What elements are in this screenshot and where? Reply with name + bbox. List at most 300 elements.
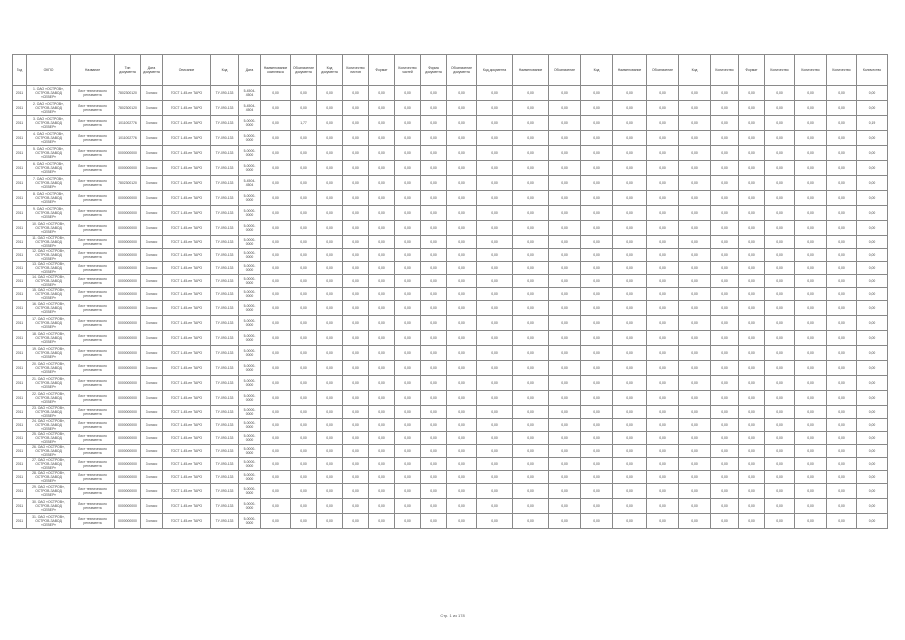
- table-cell: 0,00: [795, 101, 827, 116]
- table-cell: 0,00: [513, 445, 549, 458]
- table-cell: 0,00: [317, 262, 343, 275]
- table-cell: 0,00: [421, 249, 447, 262]
- table-cell: ГОСТ 1-45-нн ТАРО: [163, 331, 211, 346]
- table-cell: 0,00: [765, 288, 795, 301]
- table-cell: 0,00: [581, 316, 613, 331]
- table-cell: 0,00: [857, 514, 888, 529]
- table-cell: 0,00: [613, 458, 647, 471]
- table-cell: 0,00: [795, 484, 827, 499]
- table-cell: 0,00: [369, 116, 395, 131]
- table-row: [13, 176, 888, 191]
- table-cell: 0,00: [447, 376, 477, 391]
- table-cell: 0,00: [447, 221, 477, 236]
- table-cell: 0,00: [513, 406, 549, 419]
- table-cell: 0,00: [739, 206, 765, 221]
- table-cell: 0,00: [857, 346, 888, 361]
- table-cell: 0,00: [647, 131, 679, 146]
- table-row: [13, 221, 888, 236]
- table-cell: 3 класс: [141, 471, 163, 484]
- table-cell: 24. ОАО «ОСТРОВ», ОСТРОВ-ЗАВОД «СЕВЕР»: [27, 419, 71, 432]
- table-cell: 0,00: [513, 331, 549, 346]
- table-cell: 0,00: [827, 484, 857, 499]
- table-cell: 0,00: [711, 176, 739, 191]
- table-cell: 0,00: [711, 406, 739, 419]
- table-cell: 0,00: [739, 86, 765, 101]
- table-cell: 0,00: [291, 301, 317, 316]
- table-cell: 0,00: [477, 484, 513, 499]
- table-cell: 0,00: [549, 361, 581, 376]
- table-cell: 0,00: [765, 161, 795, 176]
- table-cell: 0,00: [739, 514, 765, 529]
- table-cell: 0,00: [395, 301, 421, 316]
- table-cell: 0,00: [477, 458, 513, 471]
- table-cell: 0,00: [711, 249, 739, 262]
- table-cell: 0,00: [827, 432, 857, 445]
- table-cell: 0,00: [549, 275, 581, 288]
- table-cell: 0000000000: [115, 361, 141, 376]
- table-cell: 0,00: [395, 445, 421, 458]
- table-cell: 0,00: [827, 249, 857, 262]
- table-row: [13, 275, 888, 288]
- table-cell: 0,00: [711, 86, 739, 101]
- table-cell: 0,00: [513, 432, 549, 445]
- table-cell: 0,00: [317, 499, 343, 514]
- table-cell: 2011: [13, 206, 27, 221]
- table-cell: 0,00: [647, 458, 679, 471]
- table-cell: Лист технического регламента: [71, 262, 115, 275]
- table-cell: 0,00: [857, 419, 888, 432]
- table-cell: 0,00: [447, 131, 477, 146]
- table-cell: Лист технического регламента: [71, 206, 115, 221]
- table-cell: 0000000000: [115, 458, 141, 471]
- table-cell: 0,00: [827, 514, 857, 529]
- table-cell: 0,00: [317, 432, 343, 445]
- table-cell: 0,00: [421, 221, 447, 236]
- table-cell: 5-0000-0000: [239, 484, 261, 499]
- table-cell: 0,00: [647, 206, 679, 221]
- table-cell: 3 класс: [141, 221, 163, 236]
- table-cell: 0,00: [647, 316, 679, 331]
- table-cell: 2011: [13, 458, 27, 471]
- table-cell: Лист технического регламента: [71, 406, 115, 419]
- table-cell: 0,00: [477, 288, 513, 301]
- table-cell: 0,00: [261, 458, 291, 471]
- table-cell: 0,00: [857, 131, 888, 146]
- table-cell: 3 класс: [141, 316, 163, 331]
- table-cell: 0,00: [395, 262, 421, 275]
- table-cell: 0,00: [613, 221, 647, 236]
- column-header: Обозначение: [549, 55, 581, 86]
- column-header: Название: [71, 55, 115, 86]
- table-cell: 0,00: [477, 221, 513, 236]
- column-header: Наименование: [513, 55, 549, 86]
- table-cell: 0000000000: [115, 445, 141, 458]
- table-cell: 0,00: [447, 301, 477, 316]
- table-cell: 0,00: [395, 361, 421, 376]
- table-cell: 0,00: [549, 161, 581, 176]
- table-cell: 0,00: [795, 346, 827, 361]
- table-cell: 0,00: [343, 406, 369, 419]
- table-cell: ГОСТ 1-45-нн ТАРО: [163, 346, 211, 361]
- table-cell: 0,00: [343, 376, 369, 391]
- table-cell: 0,00: [581, 514, 613, 529]
- table-cell: 0,00: [291, 101, 317, 116]
- table-cell: 0,00: [795, 471, 827, 484]
- table-cell: 5-0000-0000: [239, 361, 261, 376]
- table-cell: 0,00: [421, 471, 447, 484]
- table-cell: 0,00: [679, 376, 711, 391]
- table-cell: Лист технического регламента: [71, 346, 115, 361]
- table-cell: 0,00: [343, 161, 369, 176]
- table-cell: 0,00: [679, 514, 711, 529]
- table-cell: 0,00: [613, 346, 647, 361]
- table-cell: 0,00: [827, 116, 857, 131]
- table-cell: 0,00: [739, 116, 765, 131]
- table-cell: 0,00: [711, 376, 739, 391]
- table-cell: 0,00: [291, 419, 317, 432]
- table-cell: 0000000000: [115, 249, 141, 262]
- table-cell: 0,00: [679, 116, 711, 131]
- table-cell: 0,00: [795, 361, 827, 376]
- table-cell: 0,00: [369, 361, 395, 376]
- table-cell: 0,00: [291, 331, 317, 346]
- table-cell: 0,00: [513, 116, 549, 131]
- table-cell: 0,00: [711, 161, 739, 176]
- table-cell: ГОСТ 1-45-нн ТАРО: [163, 316, 211, 331]
- table-cell: 5-4504-4504: [239, 176, 261, 191]
- table-cell: 0,00: [261, 301, 291, 316]
- table-cell: 0,00: [857, 236, 888, 249]
- table-cell: 2011: [13, 331, 27, 346]
- table-cell: 0,00: [369, 458, 395, 471]
- table-cell: 0,00: [447, 86, 477, 101]
- table-cell: 0000000000: [115, 471, 141, 484]
- table-cell: 0,00: [291, 288, 317, 301]
- table-cell: 0,00: [447, 514, 477, 529]
- table-cell: 0,00: [827, 146, 857, 161]
- table-cell: 5-0000-0000: [239, 458, 261, 471]
- table-cell: 0,00: [447, 249, 477, 262]
- table-cell: 0,00: [261, 419, 291, 432]
- table-row: [13, 484, 888, 499]
- table-cell: 0,00: [369, 419, 395, 432]
- table-cell: ТУ-090-133: [211, 445, 239, 458]
- table-cell: 0,00: [343, 236, 369, 249]
- table-cell: 0,00: [581, 419, 613, 432]
- table-cell: 5-0000-0000: [239, 301, 261, 316]
- table-cell: 2011: [13, 116, 27, 131]
- table-cell: 0,00: [795, 316, 827, 331]
- table-cell: 0,00: [477, 514, 513, 529]
- table-cell: 2. ОАО «ОСТРОВ», ОСТРОВ-ЗАВОД «СЕВЕР»: [27, 101, 71, 116]
- table-cell: 7802300120: [115, 176, 141, 191]
- table-cell: 2011: [13, 316, 27, 331]
- table-cell: 0000000000: [115, 206, 141, 221]
- table-cell: 0,00: [447, 101, 477, 116]
- table-cell: 0,00: [317, 471, 343, 484]
- table-cell: 0,00: [549, 131, 581, 146]
- table-cell: 5-0000-0000: [239, 146, 261, 161]
- table-row: [13, 262, 888, 275]
- table-cell: 0,00: [477, 146, 513, 161]
- table-cell: Лист технического регламента: [71, 391, 115, 406]
- table-cell: 4. ОАО «ОСТРОВ», ОСТРОВ-ЗАВОД «СЕВЕР»: [27, 131, 71, 146]
- table-cell: 0,00: [477, 499, 513, 514]
- table-cell: 0,00: [739, 419, 765, 432]
- table-cell: 0,00: [739, 376, 765, 391]
- table-cell: 0,00: [395, 406, 421, 419]
- table-cell: 0,00: [421, 346, 447, 361]
- table-cell: 0,00: [613, 86, 647, 101]
- table-cell: 2011: [13, 391, 27, 406]
- table-cell: 0,00: [647, 116, 679, 131]
- table-cell: 0,00: [421, 116, 447, 131]
- table-cell: 0,00: [447, 316, 477, 331]
- table-cell: 0,00: [581, 206, 613, 221]
- table-cell: 18. ОАО «ОСТРОВ», ОСТРОВ-ЗАВОД «СЕВЕР»: [27, 331, 71, 346]
- table-cell: 0,00: [857, 471, 888, 484]
- table-cell: 29. ОАО «ОСТРОВ», ОСТРОВ-ЗАВОД «СЕВЕР»: [27, 484, 71, 499]
- table-cell: 0,00: [343, 471, 369, 484]
- table-cell: ТУ-090-133: [211, 116, 239, 131]
- table-cell: 0,00: [581, 331, 613, 346]
- table-cell: 0,00: [395, 86, 421, 101]
- table-cell: 0,00: [679, 262, 711, 275]
- table-cell: 2011: [13, 288, 27, 301]
- table-cell: 0,00: [447, 275, 477, 288]
- table-cell: 5-0000-0000: [239, 249, 261, 262]
- table-cell: 0,00: [549, 316, 581, 331]
- table-cell: 0,00: [711, 458, 739, 471]
- table-cell: 0,00: [827, 361, 857, 376]
- table-cell: 0,00: [827, 86, 857, 101]
- table-cell: 0,00: [421, 445, 447, 458]
- table-cell: 0,00: [291, 146, 317, 161]
- table-cell: 13. ОАО «ОСТРОВ», ОСТРОВ-ЗАВОД «СЕВЕР»: [27, 262, 71, 275]
- table-cell: 0,00: [549, 445, 581, 458]
- table-cell: 0,00: [477, 86, 513, 101]
- table-cell: 0,00: [613, 471, 647, 484]
- table-cell: 0,00: [513, 275, 549, 288]
- table-cell: 0,00: [679, 346, 711, 361]
- table-cell: 0,00: [513, 249, 549, 262]
- table-cell: 0,00: [343, 249, 369, 262]
- table-cell: 0,00: [549, 458, 581, 471]
- table-cell: 0,00: [765, 484, 795, 499]
- table-cell: 5-0000-0000: [239, 288, 261, 301]
- table-cell: 0,00: [291, 514, 317, 529]
- table-row: [13, 499, 888, 514]
- table-cell: 0,00: [395, 236, 421, 249]
- table-cell: 0,00: [477, 161, 513, 176]
- table-cell: 0,00: [857, 499, 888, 514]
- table-cell: Лист технического регламента: [71, 116, 115, 131]
- table-cell: 0,00: [447, 236, 477, 249]
- table-cell: 0,00: [581, 275, 613, 288]
- table-cell: 0,00: [739, 131, 765, 146]
- table-cell: 0,00: [369, 262, 395, 275]
- table-cell: 10. ОАО «ОСТРОВ», ОСТРОВ-ЗАВОД «СЕВЕР»: [27, 221, 71, 236]
- table-cell: 0,00: [317, 116, 343, 131]
- table-cell: 0,00: [549, 484, 581, 499]
- table-cell: 0,00: [827, 458, 857, 471]
- table-cell: 0,00: [291, 86, 317, 101]
- table-cell: ТУ-090-133: [211, 406, 239, 419]
- table-cell: 0,00: [679, 301, 711, 316]
- table-cell: 0000000000: [115, 376, 141, 391]
- table-cell: 2011: [13, 262, 27, 275]
- table-cell: 0,00: [513, 376, 549, 391]
- table-cell: 5-0000-0000: [239, 191, 261, 206]
- table-cell: 0,00: [477, 101, 513, 116]
- table-cell: 0000000000: [115, 275, 141, 288]
- table-cell: 0,00: [857, 262, 888, 275]
- table-cell: 0,00: [513, 236, 549, 249]
- column-header: Код: [211, 55, 239, 86]
- table-cell: 0,00: [765, 176, 795, 191]
- table-cell: 0,00: [613, 116, 647, 131]
- table-cell: ГОСТ 1-45-нн ТАРО: [163, 514, 211, 529]
- table-cell: ГОСТ 1-45-нн ТАРО: [163, 101, 211, 116]
- table-cell: 0,00: [581, 445, 613, 458]
- table-cell: 0,00: [261, 249, 291, 262]
- table-cell: 2011: [13, 131, 27, 146]
- table-cell: 0,00: [739, 458, 765, 471]
- column-header: Код: [679, 55, 711, 86]
- table-cell: 0,00: [613, 331, 647, 346]
- table-cell: 0,00: [679, 499, 711, 514]
- table-cell: 0,00: [581, 406, 613, 419]
- table-cell: 0,00: [317, 101, 343, 116]
- table-cell: ТУ-090-133: [211, 432, 239, 445]
- table-cell: 0,00: [317, 316, 343, 331]
- table-cell: 0,00: [395, 331, 421, 346]
- table-cell: 0,00: [549, 146, 581, 161]
- table-cell: 0,00: [369, 376, 395, 391]
- table-cell: 2011: [13, 146, 27, 161]
- table-cell: 0000000000: [115, 191, 141, 206]
- table-cell: 3 класс: [141, 101, 163, 116]
- table-cell: 0,00: [739, 101, 765, 116]
- table-cell: 0,00: [647, 346, 679, 361]
- table-cell: 0,00: [369, 445, 395, 458]
- table-cell: 5-0000-0000: [239, 419, 261, 432]
- table-cell: 0,00: [513, 346, 549, 361]
- table-cell: 0,00: [261, 445, 291, 458]
- table-cell: 0,00: [343, 221, 369, 236]
- table-cell: 0,00: [795, 221, 827, 236]
- table-cell: 0,00: [421, 206, 447, 221]
- table-cell: 0,00: [581, 249, 613, 262]
- table-cell: 2011: [13, 101, 27, 116]
- table-cell: 3 класс: [141, 131, 163, 146]
- table-cell: 3 класс: [141, 514, 163, 529]
- table-cell: 0,00: [613, 288, 647, 301]
- table-cell: 0,00: [647, 361, 679, 376]
- table-cell: 0,00: [827, 161, 857, 176]
- table-cell: 0,00: [513, 146, 549, 161]
- table-cell: 0,00: [369, 301, 395, 316]
- table-cell: 0,00: [679, 391, 711, 406]
- table-cell: 0,00: [291, 236, 317, 249]
- table-cell: 0,00: [739, 406, 765, 419]
- table-cell: 0,00: [765, 514, 795, 529]
- table-cell: 0,00: [395, 288, 421, 301]
- table-cell: 0,00: [711, 101, 739, 116]
- table-cell: 30. ОАО «ОСТРОВ», ОСТРОВ-ЗАВОД «СЕВЕР»: [27, 499, 71, 514]
- table-cell: ГОСТ 1-45-нн ТАРО: [163, 445, 211, 458]
- table-cell: 0,00: [765, 275, 795, 288]
- table-cell: 0,00: [261, 86, 291, 101]
- table-cell: 0,00: [581, 346, 613, 361]
- table-cell: ГОСТ 1-45-нн ТАРО: [163, 221, 211, 236]
- table-cell: Лист технического регламента: [71, 236, 115, 249]
- table-cell: 0000000000: [115, 221, 141, 236]
- table-cell: 0,00: [765, 471, 795, 484]
- table-cell: 31. ОАО «ОСТРОВ», ОСТРОВ-ЗАВОД «СЕВЕР»: [27, 514, 71, 529]
- table-cell: 0,00: [421, 361, 447, 376]
- table-cell: 0,00: [857, 331, 888, 346]
- table-cell: 0,00: [343, 131, 369, 146]
- table-cell: ГОСТ 1-45-нн ТАРО: [163, 262, 211, 275]
- table-cell: Лист технического регламента: [71, 249, 115, 262]
- table-cell: 0,00: [857, 445, 888, 458]
- table-cell: 0,00: [795, 406, 827, 419]
- table-cell: 0,00: [581, 131, 613, 146]
- table-cell: Лист технического регламента: [71, 275, 115, 288]
- table-cell: Лист технического регламента: [71, 499, 115, 514]
- table-cell: 0,00: [827, 376, 857, 391]
- table-cell: 0,00: [343, 191, 369, 206]
- table-cell: 0,00: [679, 206, 711, 221]
- table-cell: ТУ-090-133: [211, 346, 239, 361]
- table-cell: ГОСТ 1-45-нн ТАРО: [163, 131, 211, 146]
- table-cell: 0,00: [343, 206, 369, 221]
- table-cell: 0,00: [513, 86, 549, 101]
- table-cell: 0,00: [765, 391, 795, 406]
- table-cell: 0,00: [581, 376, 613, 391]
- table-cell: 0,00: [827, 301, 857, 316]
- table-cell: ГОСТ 1-45-нн ТАРО: [163, 86, 211, 101]
- table-cell: 0,00: [765, 376, 795, 391]
- table-cell: 0,00: [513, 458, 549, 471]
- table-cell: 1011002776: [115, 116, 141, 131]
- table-cell: 3 класс: [141, 176, 163, 191]
- table-cell: 7802300120: [115, 101, 141, 116]
- table-cell: 0000000000: [115, 288, 141, 301]
- table-cell: 0,00: [795, 86, 827, 101]
- table-cell: 0,00: [395, 316, 421, 331]
- table-cell: ГОСТ 1-45-нн ТАРО: [163, 236, 211, 249]
- table-cell: 3 класс: [141, 432, 163, 445]
- table-cell: 0,00: [369, 206, 395, 221]
- table-cell: 20. ОАО «ОСТРОВ», ОСТРОВ-ЗАВОД «СЕВЕР»: [27, 361, 71, 376]
- table-cell: 0,00: [827, 288, 857, 301]
- table-cell: 0,00: [795, 236, 827, 249]
- table-cell: 0,00: [857, 146, 888, 161]
- table-cell: 0,00: [613, 236, 647, 249]
- table-cell: 0,00: [711, 432, 739, 445]
- table-cell: 0,00: [857, 316, 888, 331]
- table-cell: Лист технического регламента: [71, 221, 115, 236]
- table-cell: 0,00: [421, 376, 447, 391]
- table-cell: 0,00: [549, 376, 581, 391]
- table-cell: 0,00: [647, 288, 679, 301]
- table-cell: 19. ОАО «ОСТРОВ», ОСТРОВ-ЗАВОД «СЕВЕР»: [27, 346, 71, 361]
- table-cell: 11. ОАО «ОСТРОВ», ОСТРОВ-ЗАВОД «СЕВЕР»: [27, 236, 71, 249]
- table-cell: 0,00: [261, 146, 291, 161]
- table-cell: 0,00: [581, 236, 613, 249]
